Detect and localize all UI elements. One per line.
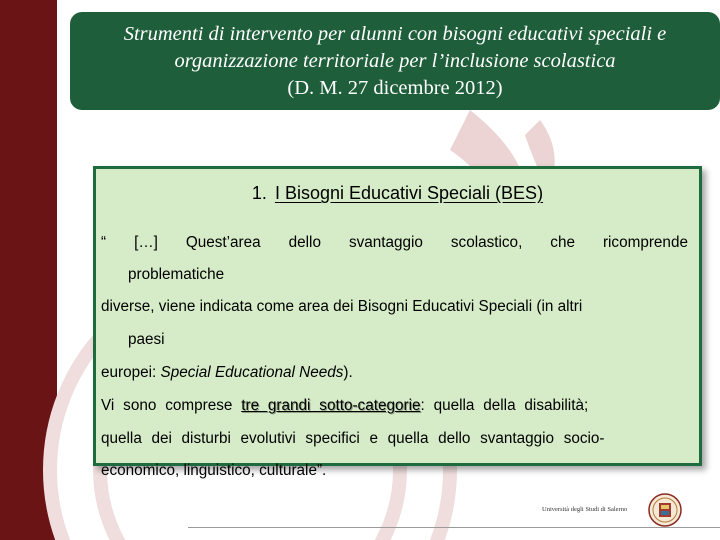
body-line-1-word: dello	[288, 234, 321, 251]
title-line-3: (D. M. 27 dicembre 2012)	[287, 76, 503, 99]
body-line-6-post: : quella della disabilità;	[420, 397, 589, 414]
body-line-4: paesi	[128, 331, 165, 348]
content-box	[93, 166, 702, 466]
body-line-1-word: scolastico,	[450, 234, 523, 251]
body-line-7: quella dei disturbi evolutivi specifici e quella dello svantaggio socio-	[101, 430, 605, 447]
body-line-5-pre: europei:	[101, 364, 161, 381]
body-line-8: economico, linguistico, culturale”.	[101, 462, 327, 479]
title-line-1: Strumenti di intervento per alunni con bisogni educativi speciali e	[123, 22, 667, 45]
body-line-3: diverse, viene indicata come area dei Bisogni Educativi Speciali (in altri	[101, 298, 583, 315]
body-line-6-pre: Vi sono comprese	[101, 397, 242, 414]
body-line-5-post: ).	[343, 364, 353, 381]
body-line-1-word: […]	[134, 234, 158, 251]
footer-divider	[188, 527, 720, 528]
body-line-1-word: ricomprende	[602, 234, 688, 251]
footer-university-name: Università degli Studi di Salerno	[542, 506, 628, 513]
body-line-5-italic: Special Educational Needs	[160, 364, 344, 381]
body-line-1-word: Quest’area	[185, 234, 261, 251]
body-line-6-emphasis: tre grandi sotto-categorie	[241, 397, 421, 414]
section-title: I Bisogni Educativi Speciali (BES)	[274, 183, 544, 203]
section-number: 1.	[251, 183, 267, 203]
title-banner	[70, 12, 720, 110]
body-line-2: problematiche	[128, 266, 225, 283]
section-heading	[96, 183, 699, 204]
body-line-1-word: svantaggio	[348, 234, 423, 251]
university-seal-icon	[648, 493, 682, 527]
body-line-1	[101, 234, 688, 252]
body-line-5	[101, 364, 353, 382]
body-line-1-word: che	[550, 234, 575, 251]
body-line-6	[101, 397, 688, 415]
body-line-1-word: “	[101, 234, 107, 251]
title-line-2: organizzazione territoriale per l’inclusione scolastica	[174, 49, 616, 72]
